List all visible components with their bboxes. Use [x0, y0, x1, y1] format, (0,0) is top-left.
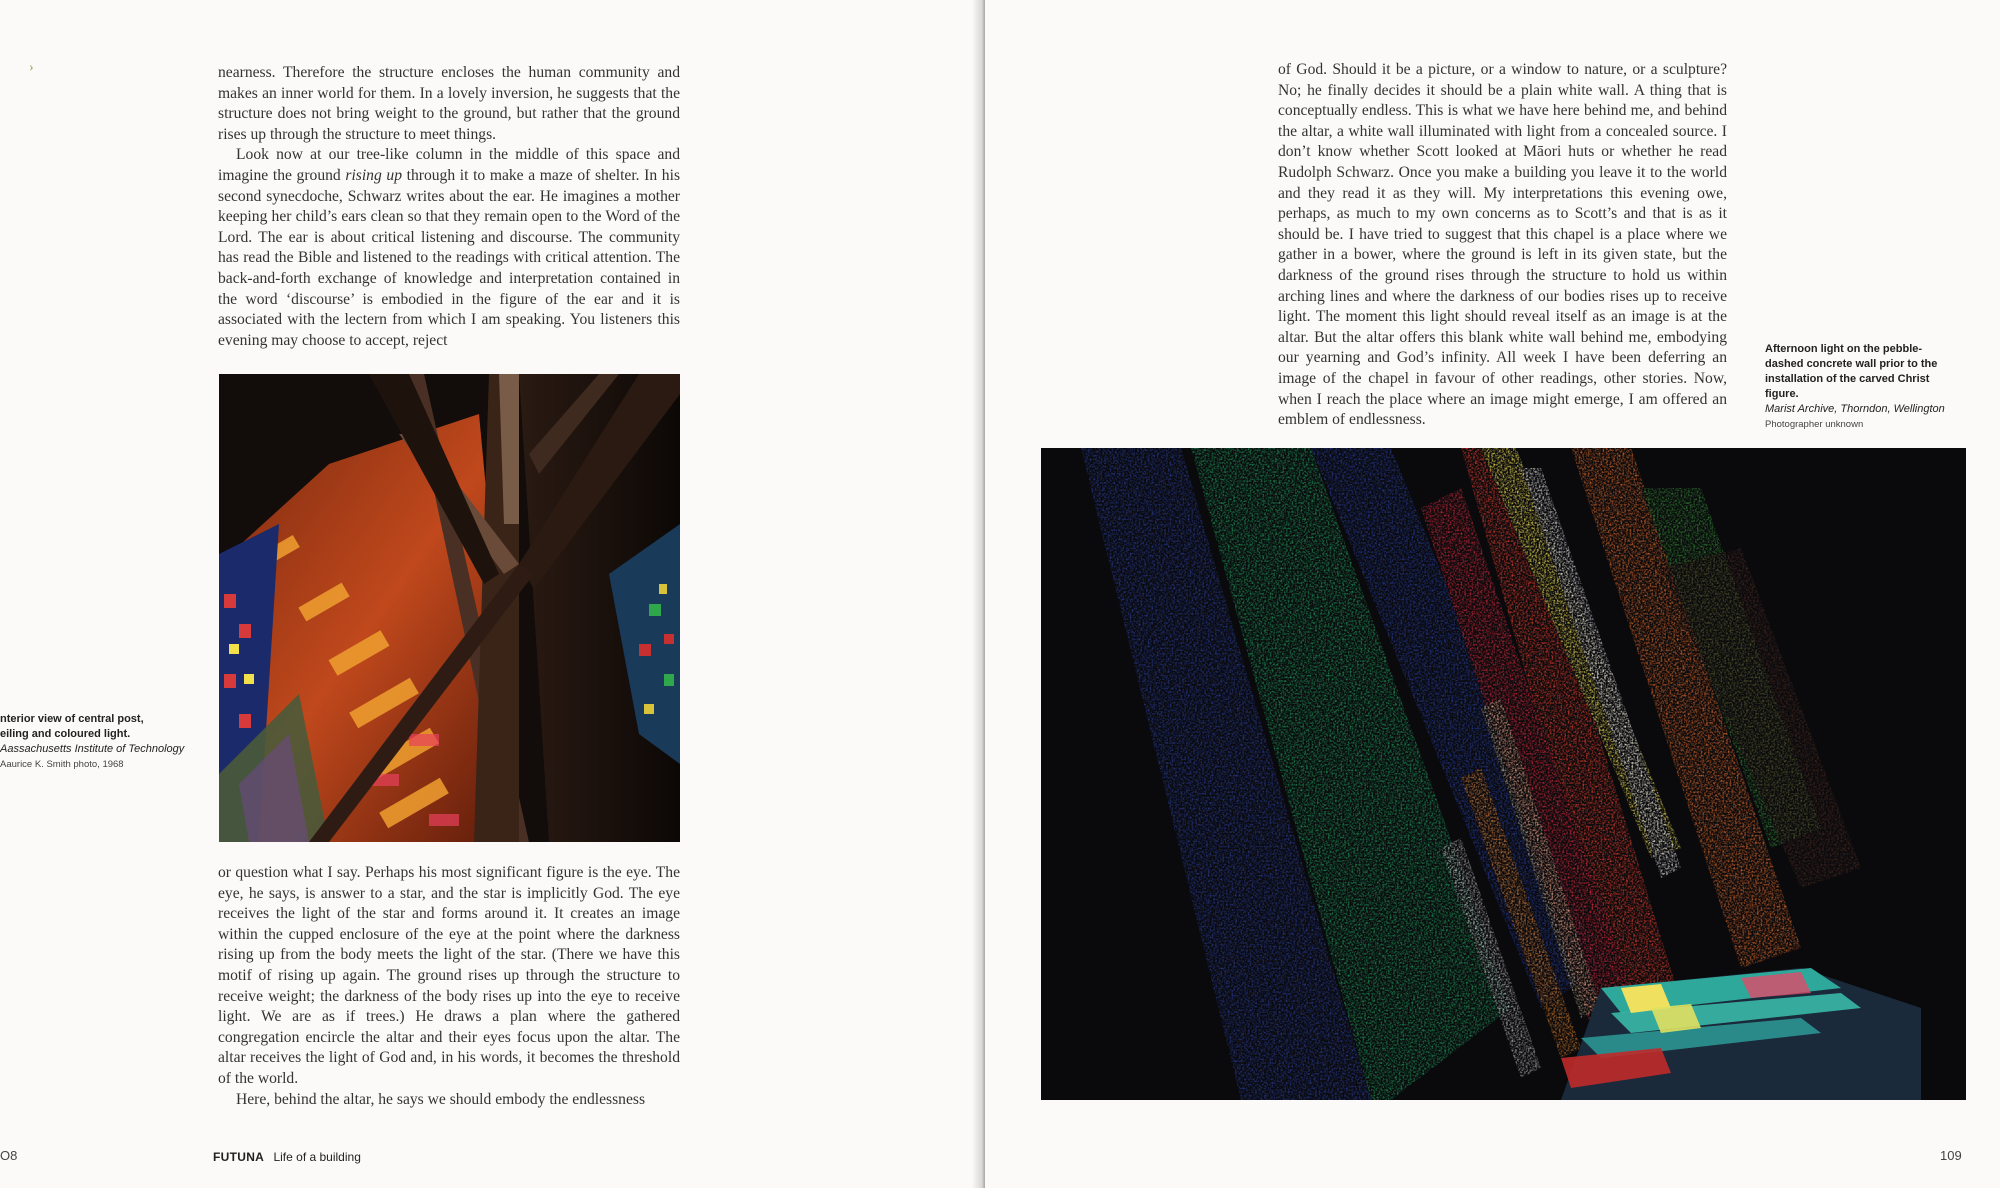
- caption-title-line: dashed concrete wall prior to the: [1765, 358, 1938, 370]
- caption-left: [0, 712, 200, 772]
- photo-interior-central-post: [219, 374, 680, 842]
- caption-credit: Marist Archive, Thorndon, Wellington: [1765, 403, 1945, 415]
- right-text: [1278, 60, 1727, 431]
- caption-title-line: eiling and coloured light.: [0, 728, 131, 740]
- caption-photographer: Aaurice K. Smith photo, 1968: [0, 759, 124, 770]
- paragraph: of God. Should it be a picture, or a window to nature, or a sculpture? No; he finally decides it should be a plain white wall. A thing that is conceptually endless. This is what we have here behind me, and behind the altar, a white wall illuminated with light from a concealed source. I don’t know whether Scott looked at Māori huts or whether he read Rudolph Schwarz. Once you make a building you leave it to the world and they read it as they will. My interpretations this evening owe, perhaps, as much to my own concerns as to Scott’s and that is as it should be. I have tried to suggest that this chapel is a place where we gather in a bower, where the ground is left in its given state, but the darkness of the ground rises through the structure to hold us within arching lines and where the darkness of our bodies rises up to receive light. The moment this light should reveal itself as an image is at the altar. But the altar offers this blank white wall behind me, embodying our yearning and God’s infinity. All week I have been deferring an image of the chapel in favour of other readings, other stories. Now, when I reach the place where an image might emerge, I am offered an emblem of endlessness.: [1278, 61, 1727, 429]
- caption-credit: Aassachusetts Institute of Technology: [0, 743, 185, 755]
- left-page: [0, 0, 980, 1188]
- right-page: [985, 0, 2000, 1188]
- running-head-title: Life of a building: [273, 1150, 361, 1164]
- left-text-bottom: [218, 863, 680, 1110]
- emphasis-text: rising up: [345, 166, 402, 184]
- paragraph: or question what I say. Perhaps his most significant figure is the eye. The eye, he says, is answer to a star, and the star is implicitly God. The eye receives the light of the star and forms around it. It creates an image within the cupped enclosure of the eye at the point where the darkness rising up from the body meets the light of the star. (There we have this motif of rising up again. The ground rises up through the structure to receive weight; the darkness of the body rises up into the eye to receive light. We are as if trees.) He draws a plan where the gathered congregation encircle the altar and their eyes focus upon the altar. The altar receives the light of God and, in his words, it becomes the threshold of the world.: [218, 864, 680, 1087]
- caption-title-line: Afternoon light on the pebble-: [1765, 343, 1923, 355]
- paragraph: Here, behind the altar, he says we should embody the endlessness: [236, 1090, 646, 1108]
- caption-title-line: figure.: [1765, 388, 1799, 400]
- running-head-brand: FUTUNA: [213, 1150, 265, 1164]
- paragraph: Look now at our tree-like column in the middle of this space and imagine the ground rising up through it to make a maze of shelter. In his second synecdoche, Schwarz writes about the ear. He imagines a mother keeping her child’s ears clean so that they remain open to the Word of the Lord. The ear is about critical listening and discourse. The community has read the Bible and listened to the readings with critical attention. The back-and-forth exchange of knowledge and interpretation contained in the word ‘discourse’ is embodied in the figure of the ear and it is associated with the lectern from which I am speaking. You listeners this evening may choose to accept, reject: [218, 146, 681, 349]
- caption-title-line: nterior view of central post,: [0, 713, 144, 725]
- paragraph: nearness. Therefore the structure encloses the human community and makes an inner world for them. In a lovely inversion, he suggests that the structure does not bring weight to the ground, but rather that the ground rises up through the structure to meet things.: [218, 64, 680, 143]
- running-head: [213, 1150, 361, 1164]
- margin-mark: ›: [29, 60, 34, 75]
- page-number-left: O8: [0, 1148, 18, 1163]
- caption-photographer: Photographer unknown: [1765, 419, 1864, 430]
- photo-afternoon-light-wall: [1041, 448, 1966, 1100]
- caption-right: [1765, 342, 1965, 432]
- left-text-top: [218, 63, 680, 351]
- page-number-right: 109: [1940, 1148, 1962, 1163]
- caption-title-line: installation of the carved Christ: [1765, 373, 1930, 385]
